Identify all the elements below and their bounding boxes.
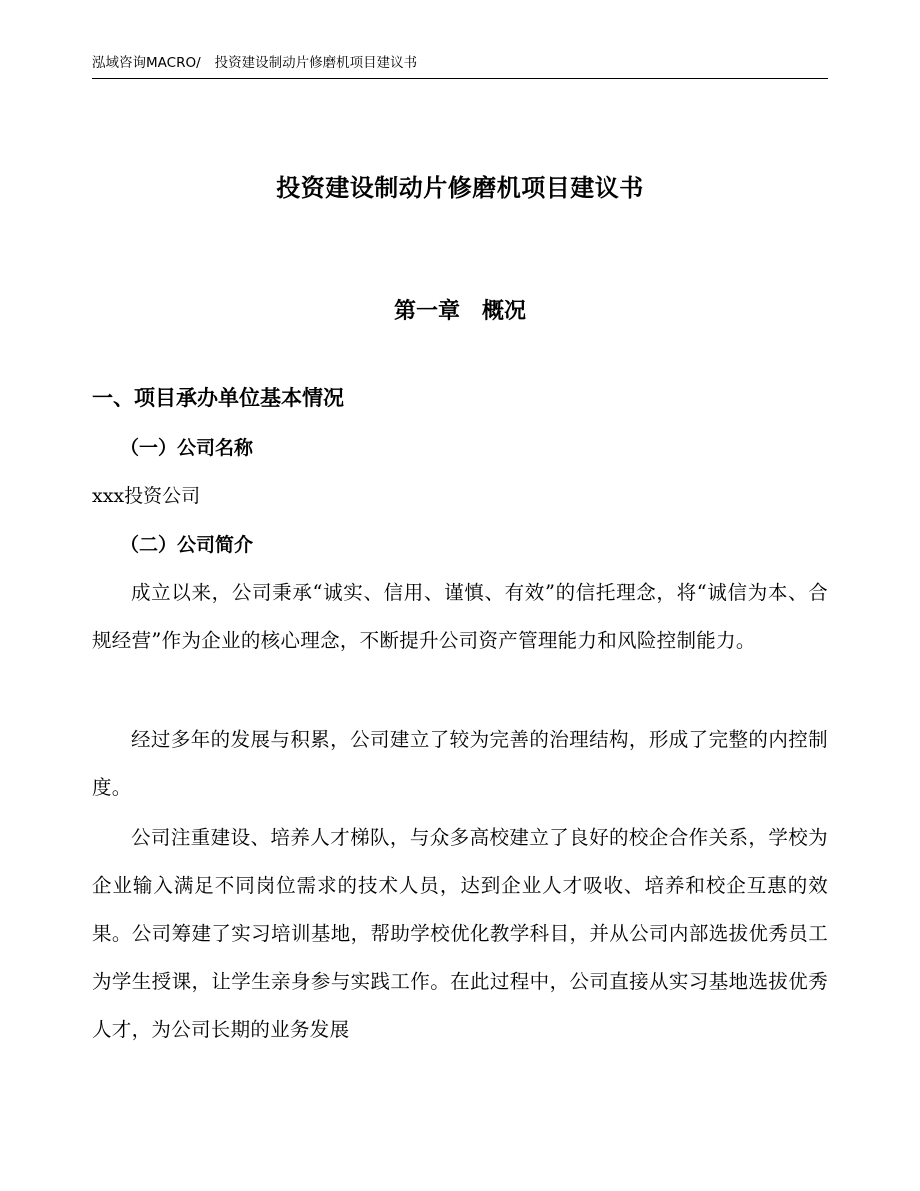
- subsection-heading-company-name: （一）公司名称: [120, 437, 254, 459]
- document-title: 投资建设制动片修磨机项目建议书: [276, 174, 644, 202]
- subsection-heading-company-profile: （二）公司简介: [120, 534, 254, 556]
- chapter-title: 第一章 概况: [393, 299, 526, 324]
- company-name-text: xxx投资公司: [92, 485, 201, 507]
- paragraph: 经过多年的发展与积累，公司建立了较为完善的治理结构，形成了完整的内控制度。: [92, 728, 828, 799]
- page-header: [92, 52, 828, 74]
- header-divider: [92, 78, 828, 79]
- header-doc-name: 投资建设制动片修磨机项目建议书: [214, 55, 418, 71]
- paragraph: 成立以来，公司秉承“诚实、信用、谨慎、有效”的信托理念，将“诚信为本、合规经营”作为企业的核心理念，不断提升公司资产管理能力和风险控制能力。: [92, 581, 828, 652]
- paragraph: 公司注重建设、培养人才梯队，与众多高校建立了良好的校企合作关系，学校为企业输入满足不同岗位需求的技术人员，达到企业人才吸收、培养和校企互惠的效果。公司筹建了实习培训基地，帮助学校优化教学科目，并从公司内部选拔优秀员工为学生授课，让学生亲身参与实践工作。在此过程中，公司直接从实习基地选拔优秀人才，为公司长期的业务发展: [92, 826, 828, 1041]
- header-company: 泓域咨询MACRO/: [92, 55, 201, 71]
- section-heading: 一、项目承办单位基本情况: [92, 386, 344, 410]
